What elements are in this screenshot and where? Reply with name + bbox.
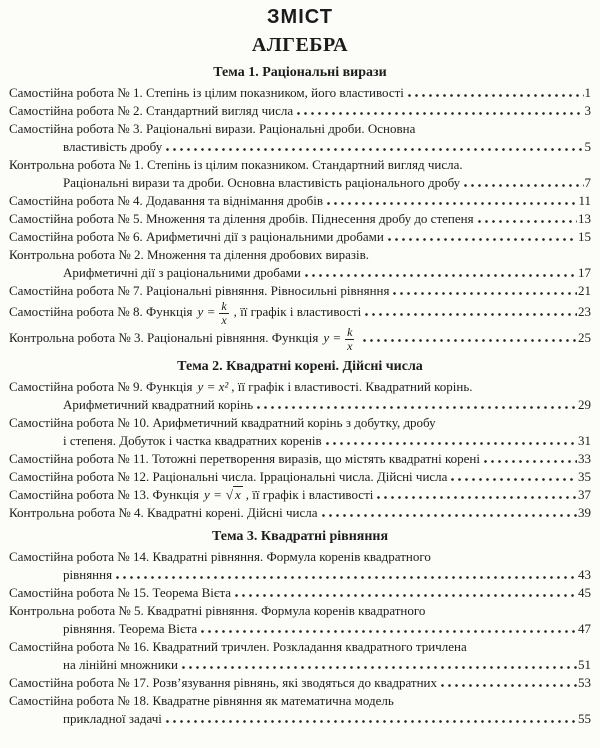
page-number: 45 [578,585,591,601]
page-number: 7 [584,175,591,190]
toc-entry [8,486,592,504]
page-number: 13 [578,211,591,226]
toc-entry-text: Арифметичний квадратний корінь [63,397,254,413]
toc-entry-continuation [8,138,592,156]
toc-entry-continuation [8,710,592,728]
fraction-denominator: x [347,338,353,353]
section-heading-2: Тема 2. Квадратні корені. Дійсні числа [177,359,423,375]
toc-entry-text: рівняння. Теорема Вієта [63,621,198,637]
dot-leader [464,184,583,187]
page-number: 1 [584,85,591,100]
toc-entry-post-text: , її графік і властивості. Квадратний корінь. [231,379,473,395]
toc-entry [8,120,592,138]
toc-entry-text: Контрольна робота № 5. Квадратні рівняння. Формула коренів квадратного [9,603,426,619]
dot-leader [235,594,577,597]
fraction [345,326,354,352]
toc-entry-text: Самостійна робота № 3. Раціональні вирази. Раціональні дроби. Основна [9,121,416,136]
page-number: 51 [578,657,591,673]
dot-leader [484,460,577,463]
toc-entry [8,326,592,352]
math-formula [197,299,231,327]
dot-leader [388,238,577,241]
toc-entry [8,638,592,656]
section-heading-3: Тема 3. Квадратні рівняння [211,529,389,545]
math-formula [323,325,356,353]
dot-leader [182,666,577,669]
toc-entry-pre-text: Самостійна робота № 13. Функція [9,487,200,503]
page-number: 47 [578,621,591,637]
toc-entry [8,228,592,246]
toc-entry-text: Арифметичні дії з раціональними дробами [63,265,301,280]
formula-lhs: y = [323,330,342,346]
fraction-denominator: x [221,312,227,327]
toc-entry-text: Самостійна робота № 2. Стандартний вигляд числа [9,103,294,118]
toc-entry [8,674,592,692]
fraction-numerator: k [347,325,353,340]
toc-entry-continuation [8,396,592,414]
page-number: 55 [578,711,591,727]
toc-entry-text: Самостійна робота № 7. Раціональні рівняння. Рівносильні рівняння [9,283,390,298]
page-number: 5 [584,139,591,154]
fraction-numerator: k [221,299,227,313]
dot-leader [305,274,577,277]
page-number: 53 [578,675,591,691]
dot-leader [327,202,577,205]
formula-lhs: y = [204,487,222,503]
dot-leader [116,576,577,579]
toc-entry [8,282,592,300]
toc-entry-text: Раціональні вирази та дроби. Основна властивість раціонального дробу [63,175,461,190]
toc-entry-pre-text: Самостійна робота № 9. Функція [9,379,193,395]
fraction [219,300,228,326]
toc-entry [8,246,592,264]
dot-leader [393,292,577,295]
toc-entry-continuation [8,174,592,192]
formula-lhs: y = [197,304,216,320]
book-part-title: АЛГЕБРА [251,34,349,56]
toc-entry-text [9,326,359,352]
page-number: 35 [578,469,591,485]
dot-leader [257,406,577,409]
dot-leader [365,313,577,316]
math-formula [204,487,243,502]
toc-entry-continuation [8,566,592,584]
toc-entry [8,210,592,228]
dot-leader [166,720,577,723]
toc-entry-pre-text: Контрольна робота № 3. Раціональні рівняння. Функція [9,330,319,346]
toc-entry-continuation [8,656,592,674]
toc-entry-text: Контрольна робота № 1. Степінь із цілим показником. Стандартний вигляд числа. [9,157,463,172]
dot-leader [377,496,577,499]
page-number: 29 [578,397,591,413]
toc-entry [8,102,592,120]
radical-argument: x [234,487,241,503]
page-number: 25 [578,330,591,346]
page-number: 33 [578,451,591,467]
toc-entry [8,504,592,522]
toc-entry-text: Самостійна робота № 17. Розв’язування рівнянь, які зводяться до квадратних [9,675,437,691]
toc-entry [8,468,592,486]
toc-entry-text: Самостійна робота № 10. Арифметичний квадратний корінь з добутку, дробу [9,415,436,431]
toc-entry-text: Самостійна робота № 11. Тотожні перетворення виразів, що містять квадратні корені [9,451,480,467]
page-number: 15 [578,229,591,244]
toc-entry-continuation [8,620,592,638]
toc-entry-text: властивість дробу [63,139,163,154]
dot-leader [326,442,577,445]
dot-leader [478,220,577,223]
radical-sign: √ [225,487,233,503]
page-number: 23 [578,304,591,320]
toc-entry-text: Самостійна робота № 4. Додавання та віднімання дробів [9,193,324,208]
toc-entry [8,192,592,210]
toc-entry [8,300,592,326]
toc-entry-text: рівняння [63,567,113,583]
toc-entry-text: Самостійна робота № 1. Степінь із цілим показником, його властивості [9,85,404,100]
page-number: 31 [578,433,591,449]
toc-entry [8,584,592,602]
dot-leader [322,514,578,517]
toc-entry-text: Самостійна робота № 16. Квадратний тричлен. Розкладання квадратного тричлена [9,639,467,655]
toc-entry-text: Самостійна робота № 6. Арифметичні дії з раціональними дробами [9,229,384,244]
toc-entry [8,548,592,566]
toc-entry-text [9,378,473,396]
dot-leader [201,630,577,633]
toc-entry [8,414,592,432]
toc-entry [8,692,592,710]
dot-leader [166,148,583,151]
toc-entry [8,602,592,620]
toc-entry-text: Самостійна робота № 5. Множення та ділення дробів. Піднесення дробу до степеня [9,211,474,226]
toc-entry-text: Контрольна робота № 2. Множення та ділення дробових виразів. [9,247,369,262]
toc-entry-text: Самостійна робота № 15. Теорема Вієта [9,585,232,601]
toc-entry-text: Самостійна робота № 12. Раціональні числа. Ірраціональні числа. Дійсні числа [9,469,448,485]
toc-entry-text: Контрольна робота № 4. Квадратні корені. Дійсні числа [9,505,318,521]
toc-entry [8,450,592,468]
toc-entry-text: прикладної задачі [63,711,162,727]
dot-leader [451,478,577,481]
page-number: 37 [578,487,591,503]
toc-entry [8,156,592,174]
page-title: ЗМІСТ [267,6,333,28]
toc-entry-text [9,486,373,504]
toc-entry-post-text: , її графік і властивості [245,487,374,503]
page-number: 39 [578,505,591,521]
toc-entry-continuation [8,432,592,450]
toc-entry [8,84,592,102]
toc-entry-text [9,300,361,326]
dot-leader [441,684,577,687]
page-number: 3 [584,103,591,118]
math-formula: y = x² [197,379,229,395]
toc-entry-pre-text: Самостійна робота № 8. Функція [9,304,193,320]
toc-entry-text: Самостійна робота № 18. Квадратне рівняння як математична модель [9,693,394,709]
toc-entry-continuation [8,264,592,282]
toc-entry [8,378,592,396]
page-number: 11 [578,193,591,208]
toc-entry-text: на лінійні множники [63,657,178,673]
page-number: 17 [578,265,591,280]
dot-leader [297,112,583,115]
toc-entry-text: і степеня. Добуток і частка квадратних коренів [63,433,322,449]
dot-leader [363,339,577,342]
toc-entry-post-text: , її графік і властивості [233,304,362,320]
page-number: 43 [578,567,591,583]
page-number: 21 [578,283,591,298]
toc-entry-text: Самостійна робота № 14. Квадратні рівняння. Формула коренів квадратного [9,549,431,565]
section-heading-1: Тема 1. Раціональні вирази [213,65,387,80]
dot-leader [408,94,584,97]
